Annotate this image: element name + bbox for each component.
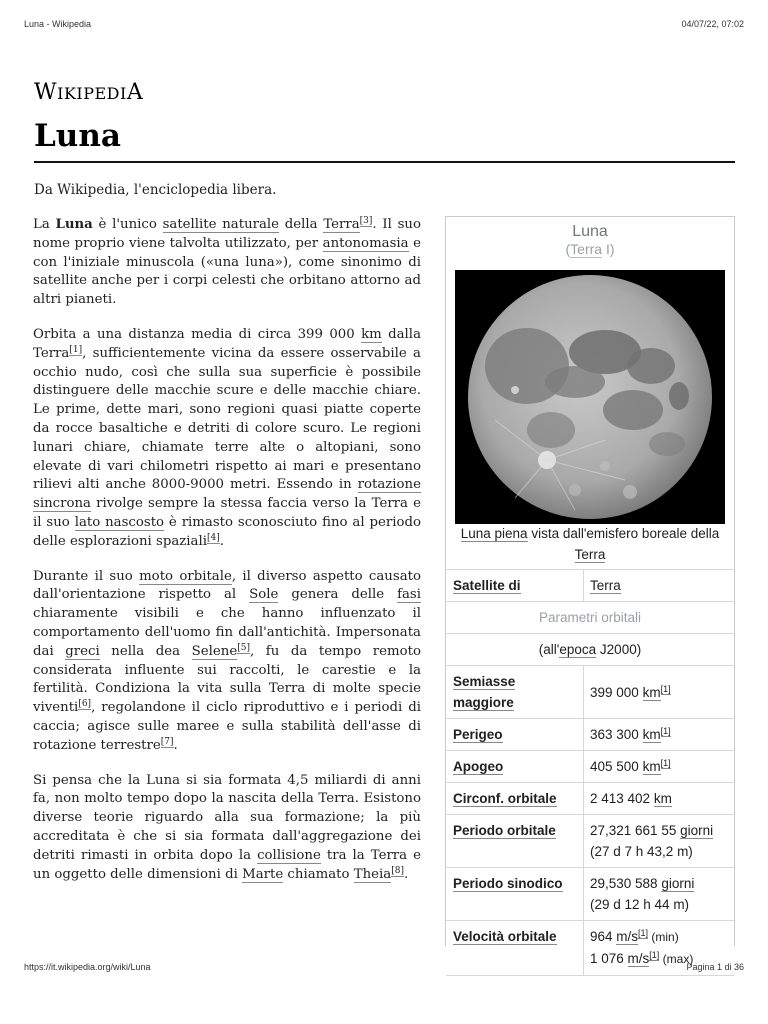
label-velocita-orbitale[interactable]: Velocità orbitale (453, 929, 557, 944)
article-body (33, 216, 421, 900)
unit-m-s[interactable]: m/s (616, 929, 639, 944)
paragraph-orbit: Orbita a una distanza media di circa 399 000 km dalla Terra[1], sufficientemente vicina da essere osservabile a occhio nudo, così che sulla sua superficie è possibile distinguere delle macchie scure e delle macchie chiare. Le prime, dette mari, sono regioni quasi piatte coperte da rocce basaltiche e detriti di colore scuro. Le regioni lunari chiare, chiamate terre alte o altopiani, sono elevate di vari chilometri rispetto ai mari e presentano rilievi alti anche 8000-9000 metri. Essendo in rotazione sincrona rivolge sempre la stessa faccia verso la Terra e il suo lato nascosto è rimasto sconosciuto fino al periodo delle esplorazioni spaziali[4]. (33, 326, 421, 549)
print-header (24, 19, 744, 29)
ref-1[interactable]: [1] (660, 683, 671, 694)
infobox (445, 216, 735, 966)
infobox-row-continued (446, 975, 734, 989)
ref-7[interactable]: [7] (160, 736, 174, 747)
link-marte[interactable]: Marte (242, 866, 284, 882)
infobox-caption: Luna piena vista dall'emisfero boreale della Terra (460, 526, 720, 562)
infobox-subtitle: (Terra I) (565, 241, 615, 257)
paragraph-phases: Durante il suo moto orbitale, il diverso aspetto causato dall'orientazione rispetto al Sole genera delle fasi chiaramente visibili e che hanno influenzato il comportamento dell'uomo fin dall'antichità. Impersonata dai greci nella dea Selene[5], fu da tempo remoto considerata influente sui raccolti, le carestie e la fertilità. Condiziona la vita sulla Terra di molte specie viventi[6], regolandone il ciclo riproduttivo e i periodi di caccia; agisce sulle maree e sulla stabilità dell'asse di rotazione terrestre[7]. (33, 568, 421, 753)
infobox-row-velocita: Velocità orbitale 964 m/s[1] (min) 1 076 m/s[1] (max) (446, 920, 734, 975)
infobox-link-terra[interactable]: Terra (570, 241, 603, 257)
link-moto-orbitale[interactable]: moto orbitale (139, 568, 232, 584)
label-periodo-sinodico[interactable]: Periodo sinodico (453, 876, 563, 891)
unit-giorni[interactable]: giorni (680, 823, 714, 838)
ref-5[interactable]: [5] (237, 642, 250, 653)
wikipedia-wordmark[interactable]: WIKIPEDIA (34, 80, 144, 105)
paragraph-intro: La Luna è l'unico satellite naturale della Terra[3]. Il suo nome proprio viene talvolta utilizzato, per antonomasia e con l'iniziale minuscola («una luna»), come sinonimo di satellite anche per i corpi celesti che orbitano attorno ad altri pianeti. (33, 216, 421, 308)
link-selene[interactable]: Selene (191, 643, 238, 659)
link-rotazione-sincrona[interactable]: rotazione sincrona (33, 477, 421, 512)
link-lato-nascosto[interactable]: lato nascosto (74, 514, 165, 530)
link-greci[interactable]: greci (65, 643, 100, 659)
link-sole[interactable]: Sole (249, 587, 279, 603)
caption-link-luna-piena[interactable]: Luna piena (460, 526, 528, 541)
link-theia[interactable]: Theia (353, 866, 392, 882)
infobox-row-periodo-sinodico: Periodo sinodico 29,530 588 giorni (29 d 12 h 44 m) (446, 867, 734, 920)
link-km[interactable]: km (361, 326, 382, 342)
link-epoca[interactable]: epoca (559, 642, 597, 657)
value-terra-link[interactable]: Terra (590, 578, 621, 593)
infobox-row-circonf: Circonf. orbitale 2 413 402 km (446, 782, 734, 814)
label-periodo-orbitale[interactable]: Periodo orbitale (453, 823, 556, 838)
infobox-section-header: Parametri orbitali (446, 601, 734, 633)
ref-6[interactable]: [6] (78, 699, 92, 710)
moon-image[interactable] (455, 270, 725, 524)
infobox-row-semiasse: Semiasse maggiore 399 000 km[1] (446, 665, 734, 718)
print-header-title: Luna - Wikipedia (24, 19, 92, 29)
page-title: Luna (34, 118, 121, 154)
ref-8[interactable]: [8] (391, 865, 404, 876)
label-semiasse[interactable]: Semiasse maggiore (453, 674, 516, 710)
print-header-datetime: 04/07/22, 07:02 (681, 19, 744, 29)
unit-km[interactable]: km (653, 791, 672, 806)
ref-4[interactable]: [4] (207, 532, 220, 543)
infobox-title: Luna (572, 223, 608, 240)
label-apogeo[interactable]: Apogeo (453, 759, 504, 774)
print-footer-page: Pagina 1 di 36 (686, 962, 744, 972)
ref-1[interactable]: [1] (660, 758, 671, 768)
infobox-row-satellite (446, 569, 734, 601)
ref-3[interactable]: [3] (359, 216, 373, 226)
infobox-row-apogeo: Apogeo 405 500 km[1] (446, 750, 734, 782)
link-terra[interactable]: Terra (323, 217, 360, 232)
infobox-table (446, 569, 734, 989)
unit-km[interactable]: km (642, 727, 661, 742)
print-footer-url: https://it.wikipedia.org/wiki/Luna (24, 962, 151, 972)
label-satellite-di[interactable]: Satellite di (453, 578, 521, 593)
unit-m-s[interactable]: m/s (627, 951, 650, 966)
ref-1[interactable]: [1] (660, 726, 671, 736)
page-subtitle: Da Wikipedia, l'enciclopedia libera. (34, 182, 277, 198)
label-circonf[interactable]: Circonf. orbitale (453, 791, 557, 806)
ref-1[interactable]: [1] (638, 928, 649, 938)
title-divider (34, 161, 735, 163)
full-moon-icon (455, 270, 725, 524)
link-fasi[interactable]: fasi (397, 587, 421, 603)
caption-link-terra[interactable]: Terra (574, 547, 606, 562)
link-collisione[interactable]: collisione (257, 847, 321, 863)
paragraph-formation: Si pensa che la Luna si sia formata 4,5 miliardi di anni fa, non molto tempo dopo la nascita della Terra. Esistono diverse teorie riguardo alla sua formazione; la più accreditata è che si sia formata dall'aggregazione dei detriti rimasti in orbita dopo la collisione tra la Terra e un oggetto delle dimensioni di Marte chiamato Theia[8]. (33, 772, 421, 882)
label-perigeo[interactable]: Perigeo (453, 727, 503, 742)
infobox-row-perigeo: Perigeo 363 300 km[1] (446, 718, 734, 750)
infobox-epoch: (all'epoca J2000) (446, 633, 734, 665)
link-antonomasia[interactable]: antonomasia (322, 235, 409, 251)
unit-km[interactable]: km (642, 759, 661, 774)
print-footer (24, 962, 744, 972)
ref-1[interactable]: [1] (649, 950, 660, 960)
ref-1[interactable]: [1] (69, 344, 83, 355)
infobox-row-periodo-orbitale: Periodo orbitale 27,321 661 55 giorni (27 d 7 h 43,2 m) (446, 814, 734, 867)
unit-giorni[interactable]: giorni (661, 876, 695, 891)
unit-km[interactable]: km (642, 684, 661, 700)
link-satellite-naturale[interactable]: satellite naturale (162, 217, 280, 232)
